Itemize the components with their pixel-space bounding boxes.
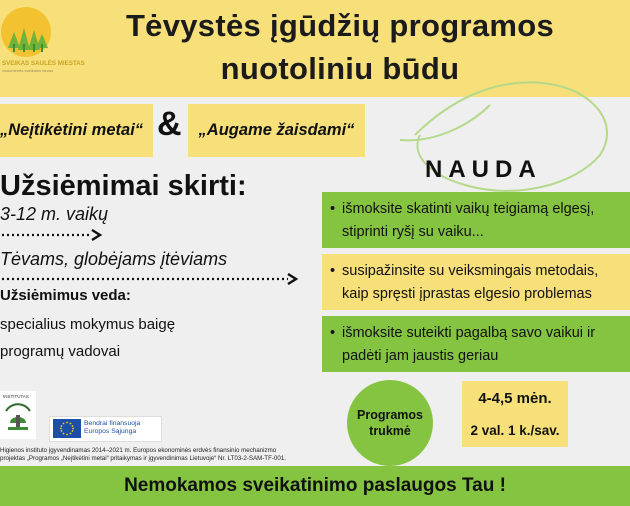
free-services-banner: Nemokamos sveikatinimo paslaugos Tau ! <box>0 466 630 506</box>
funding-note <box>0 447 345 463</box>
program-tag-2: „Augame žaisdami“ <box>188 104 365 157</box>
leaders-heading: Užsiėmimus veda: <box>0 287 131 304</box>
logo-name: SVEIKAS SAULĖS MIESTAS <box>2 60 85 67</box>
dotted-arrow-icon <box>0 229 104 241</box>
audience-heading: Užsiėmimai skirti: <box>0 170 247 202</box>
leader-item: specialius mokymus baigę <box>0 316 176 333</box>
eu-funding-line: Bendrai finansuoja <box>84 420 141 427</box>
dotted-arrow-icon <box>0 273 300 285</box>
page-title-line-1: Tėvystės įgūdžių programos <box>125 8 555 43</box>
benefits-heading: NAUDA <box>425 156 542 183</box>
duration-label: trukmė <box>369 424 411 438</box>
eu-funding-text <box>84 420 140 436</box>
benefit-text: susipažinsite su veiksmingais metodais, <box>342 263 599 279</box>
benefit-item <box>322 254 630 310</box>
audience-children: 3-12 m. vaikų <box>0 204 109 224</box>
eu-flag-icon <box>53 419 81 438</box>
funding-note-line: projektas „Programos „Neįtikėtini metai“ pritaikymas ir įgyvendinimas Lietuvoje“ Nr. LT03-2-SAM-TF-001. <box>0 455 286 462</box>
duration-badge <box>347 380 433 466</box>
benefit-text: padėti jam jaustis geriau <box>342 348 499 364</box>
duration-months: 4-4,5 mėn. <box>462 381 568 417</box>
bullet-icon: • <box>330 325 336 341</box>
program-tag-1: „Neįtikėtini metai“ <box>0 104 153 157</box>
institute-logo-text: INSTITUTAS <box>3 394 29 399</box>
decorative-swirl <box>395 65 630 205</box>
benefit-text: išmoksite suteikti pagalbą savo vaikui ir <box>342 325 596 341</box>
eu-funding-line: Europos Sąjunga <box>84 428 137 435</box>
benefit-item <box>322 192 630 248</box>
duration-frequency: 2 val. 1 k./sav. <box>462 417 568 447</box>
benefit-item <box>322 316 630 372</box>
bullet-icon: • <box>330 201 336 217</box>
ampersand: & <box>157 105 182 143</box>
benefit-text: kaip spręsti įprastas elgesio problemas <box>342 286 592 302</box>
page-title-line-2: nuotoliniu būdu <box>220 51 460 86</box>
logo-subtext: visuomenės sveikatos biuras <box>2 68 54 73</box>
audience-parents: Tėvams, globėjams įtėviams <box>0 249 228 269</box>
funding-note-line: Higienos instituto įgyvendinamas 2014–2021 m. Europos ekonominės erdvės finansinio mechanizmo <box>0 447 277 454</box>
leader-item: programų vadovai <box>0 343 121 360</box>
institute-logo <box>0 391 36 439</box>
benefit-text: stiprinti ryšį su vaiku... <box>342 224 484 240</box>
bullet-icon: • <box>330 263 336 279</box>
duration-label: Programos <box>357 408 423 422</box>
benefit-text: išmoksite skatinti vaikų teigiamą elgesį, <box>342 201 595 217</box>
